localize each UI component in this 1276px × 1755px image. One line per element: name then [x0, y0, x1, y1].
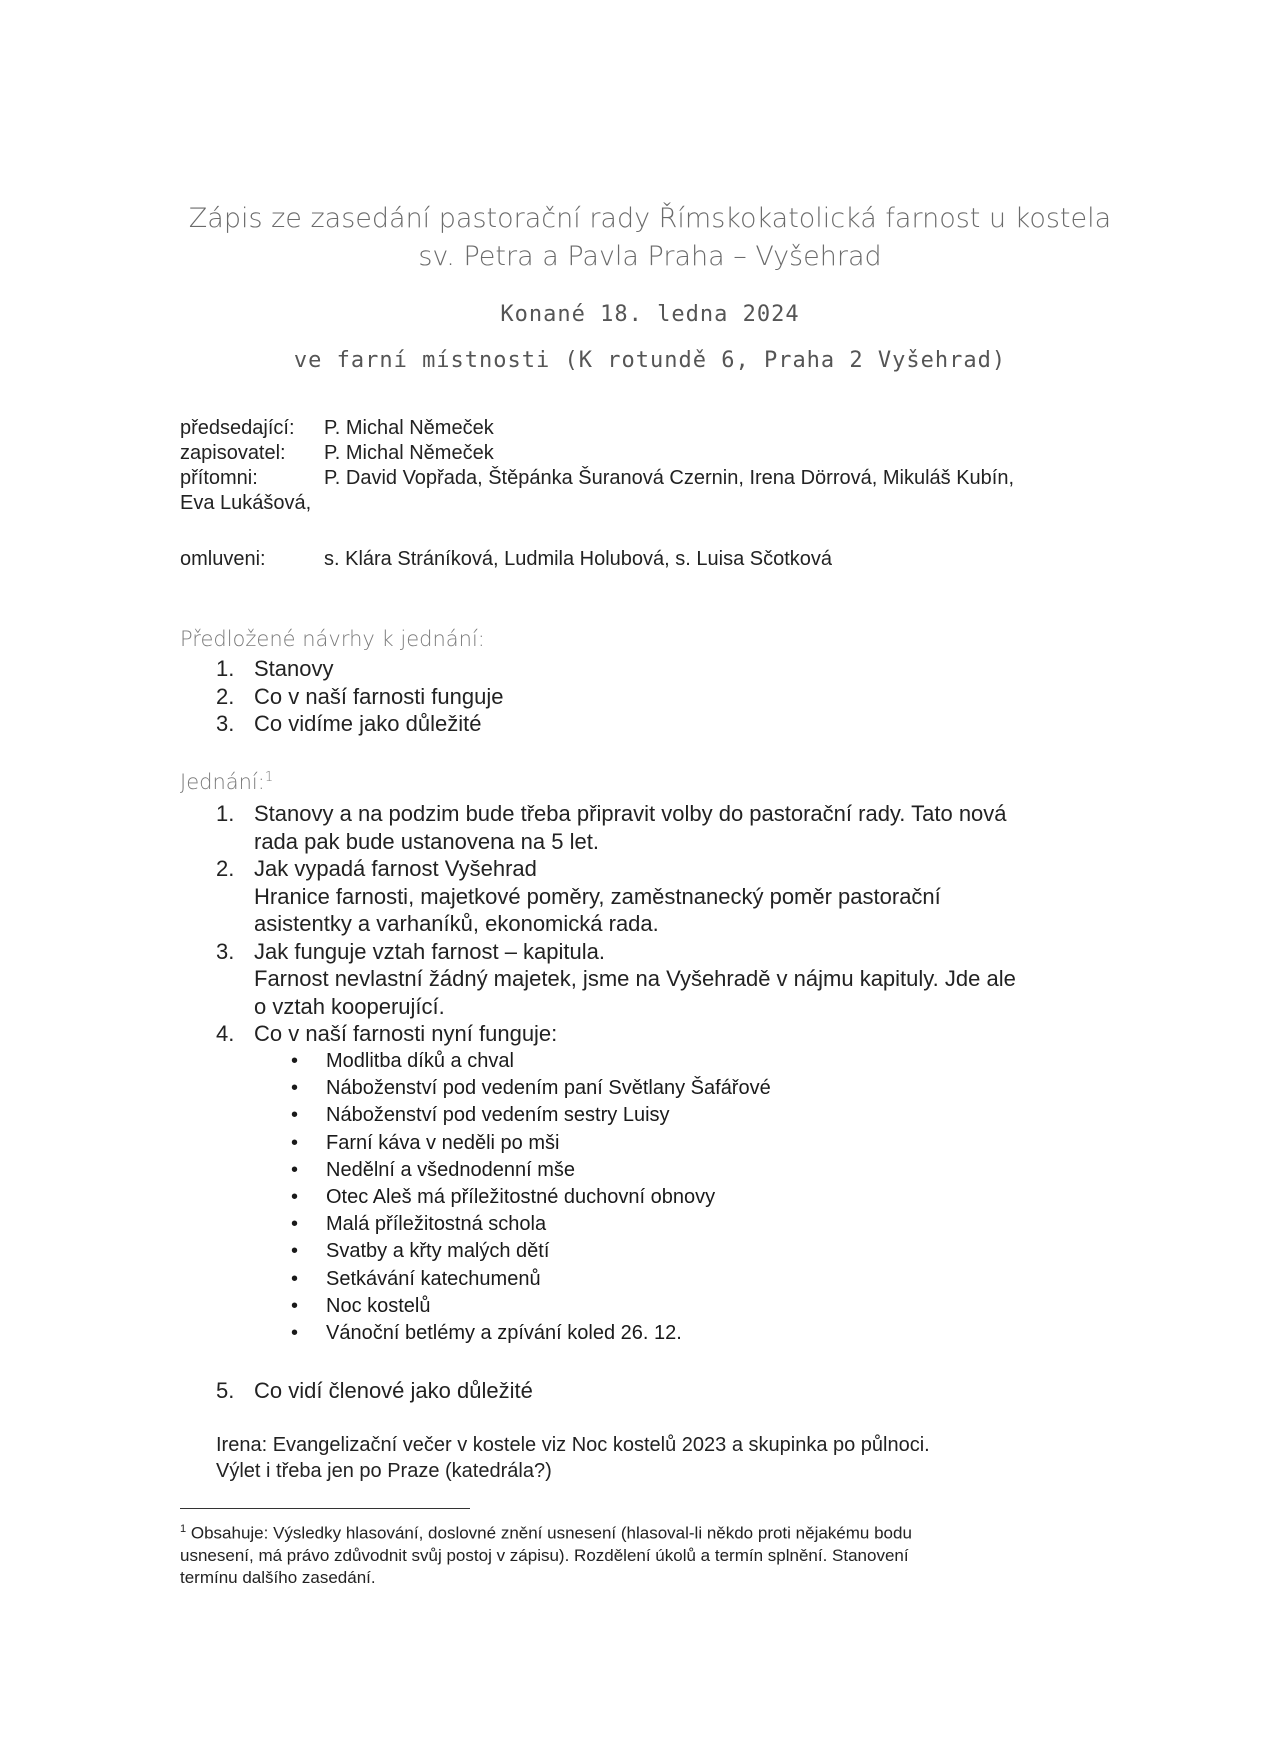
bullet-item	[216, 1293, 1096, 1320]
proposals-heading: Předložené návrhy k jednání:	[180, 627, 485, 651]
discussion-heading	[180, 770, 273, 794]
meeting-date: Konané 18. ledna 2024	[500, 302, 800, 327]
item-text: Stanovy	[254, 656, 334, 681]
item-number: 2.	[216, 683, 235, 709]
footnote	[180, 1518, 1080, 1589]
note-line: Irena: Evangelizační večer v kostele viz Noc kostelů 2023 a skupinka po půlnoci.	[216, 1434, 930, 1456]
bullet-item	[216, 1048, 1096, 1075]
present-continuation: Eva Lukášová,	[180, 492, 312, 514]
bullet-icon: •	[291, 1267, 299, 1290]
item-number: 2.	[216, 856, 235, 881]
item-text: Farnost nevlastní žádný majetek, jsme na Vyšehradě v nájmu kapituly. Jde ale	[254, 966, 1016, 991]
list-item	[216, 800, 1096, 855]
irena-note	[216, 1432, 1096, 1484]
bullet-text: Modlitba díků a chval	[326, 1050, 514, 1072]
title-line-1: Zápis ze zasedání pastorační rady Římskokatolická farnost u kostela	[188, 203, 1112, 234]
bullet-icon: •	[291, 1050, 299, 1072]
item-text: Co v naší farnosti nyní funguje:	[254, 1021, 558, 1046]
bullet-text: Nedělní a všednodenní mše	[326, 1158, 576, 1181]
list-item	[216, 710, 1096, 738]
item-text: Co vidí členové jako důležité	[254, 1378, 533, 1403]
bullet-icon: •	[291, 1213, 299, 1236]
chair-row	[180, 416, 1014, 441]
item-number: 3.	[216, 711, 235, 736]
bullet-text: Otec Aleš má příležitostné duchovní obnovy	[326, 1186, 716, 1209]
functioning-list	[216, 1048, 1096, 1347]
bullet-text: Malá příležitostná schola	[326, 1213, 547, 1236]
footnote-line	[180, 1518, 1080, 1545]
discussion-list-continued	[216, 1377, 1096, 1405]
bullet-icon: •	[291, 1104, 299, 1127]
item-text: o vztah kooperující.	[254, 993, 445, 1019]
chair-label: předsedající:	[180, 417, 295, 439]
bullet-item	[216, 1238, 1096, 1265]
recorder-value: P. Michal Němeček	[324, 442, 494, 464]
document-title	[150, 200, 1150, 276]
bullet-icon: •	[291, 1077, 299, 1100]
bullet-item	[216, 1320, 1096, 1347]
bullet-icon: •	[291, 1294, 299, 1317]
item-number: 4.	[216, 1021, 235, 1046]
attendance-block	[180, 416, 1014, 516]
present-row	[180, 466, 1014, 491]
chair-value: P. Michal Němeček	[324, 417, 494, 439]
item-number: 3.	[216, 938, 235, 964]
bullet-item	[216, 1211, 1096, 1238]
present-label: přítomni:	[180, 467, 258, 489]
footnote-text: Obsahuje: Výsledky hlasování, doslovné znění usnesení (hlasoval-li někdo proti nějakému bodu	[190, 1523, 912, 1543]
recorder-label: zapisovatel:	[180, 442, 286, 464]
bullet-text: Farní káva v neděli po mši	[326, 1131, 560, 1154]
bullet-icon: •	[291, 1186, 299, 1209]
item-text: Jak funguje vztah farnost – kapitula.	[254, 938, 605, 964]
item-text: Hranice farnosti, majetkové poměry, zaměstnanecký poměr pastorační	[254, 883, 941, 909]
item-text: Stanovy a na podzim bude třeba připravit volby do pastorační rady. Tato nová	[254, 801, 1007, 826]
list-item	[216, 855, 1096, 938]
proposals-list	[216, 655, 1096, 738]
present-value: P. David Vopřada, Štěpánka Šuranová Czernin, Irena Dörrová, Mikuláš Kubín,	[324, 467, 1015, 489]
bullet-text: Náboženství pod vedením paní Světlany Šafářové	[326, 1077, 771, 1100]
excused-value: s. Klára Stráníková, Ludmila Holubová, s. Luisa Sčotková	[324, 548, 833, 570]
bullet-item	[216, 1102, 1096, 1129]
footnote-divider	[180, 1508, 470, 1509]
bullet-icon: •	[291, 1240, 299, 1263]
bullet-text: Noc kostelů	[326, 1294, 431, 1317]
bullet-icon: •	[291, 1158, 299, 1181]
discussion-list	[216, 800, 1096, 1048]
footnote-line: termínu dalšího zasedání.	[180, 1567, 376, 1587]
bullet-item	[216, 1157, 1096, 1184]
meeting-place: ve farní místnosti (K rotundě 6, Praha 2 Vyšehrad)	[293, 348, 1007, 373]
bullet-text: Setkávání katechumenů	[326, 1267, 541, 1290]
list-item	[216, 1377, 1096, 1405]
bullet-text: Svatby a křty malých dětí	[326, 1240, 550, 1263]
list-item	[216, 1020, 1096, 1048]
note-line: Výlet i třeba jen po Praze (katedrála?)	[216, 1460, 552, 1482]
bullet-item	[216, 1075, 1096, 1102]
bullet-item	[216, 1266, 1096, 1293]
bullet-icon: •	[291, 1131, 299, 1154]
bullet-text: Náboženství pod vedením sestry Luisy	[326, 1104, 670, 1127]
item-text: Jak vypadá farnost Vyšehrad	[254, 856, 537, 881]
item-number: 1.	[216, 656, 235, 681]
bullet-icon: •	[291, 1322, 299, 1345]
bullet-item	[216, 1130, 1096, 1157]
footnote-reference: 1	[264, 770, 274, 785]
footnote-line: usnesení, má právo zdůvodnit svůj postoj v zápisu). Rozdělení úkolů a termín splnění. Stanovení	[180, 1545, 909, 1565]
list-item	[216, 938, 1096, 1021]
footnote-mark: 1	[180, 1523, 187, 1535]
item-text: Co vidíme jako důležité	[254, 711, 482, 736]
bullet-item	[216, 1184, 1096, 1211]
item-text: asistentky a varhaníků, ekonomická rada.	[254, 911, 659, 936]
list-item	[216, 683, 1096, 711]
bullet-text: Vánoční betlémy a zpívání koled 26. 12.	[326, 1322, 682, 1345]
discussion-heading-text: Jednání:	[180, 770, 265, 794]
item-text: Co v naší farnosti funguje	[254, 683, 504, 709]
item-number: 1.	[216, 801, 235, 826]
item-text: rada pak bude ustanovena na 5 let.	[254, 828, 599, 854]
recorder-row	[180, 441, 1014, 466]
title-line-2: sv. Petra a Pavla Praha – Vyšehrad	[418, 241, 882, 272]
excused-row	[180, 547, 832, 572]
item-number: 5.	[216, 1378, 235, 1403]
excused-label: omluveni:	[180, 548, 266, 570]
list-item	[216, 655, 1096, 683]
functioning-list-wrap	[216, 1048, 1096, 1347]
